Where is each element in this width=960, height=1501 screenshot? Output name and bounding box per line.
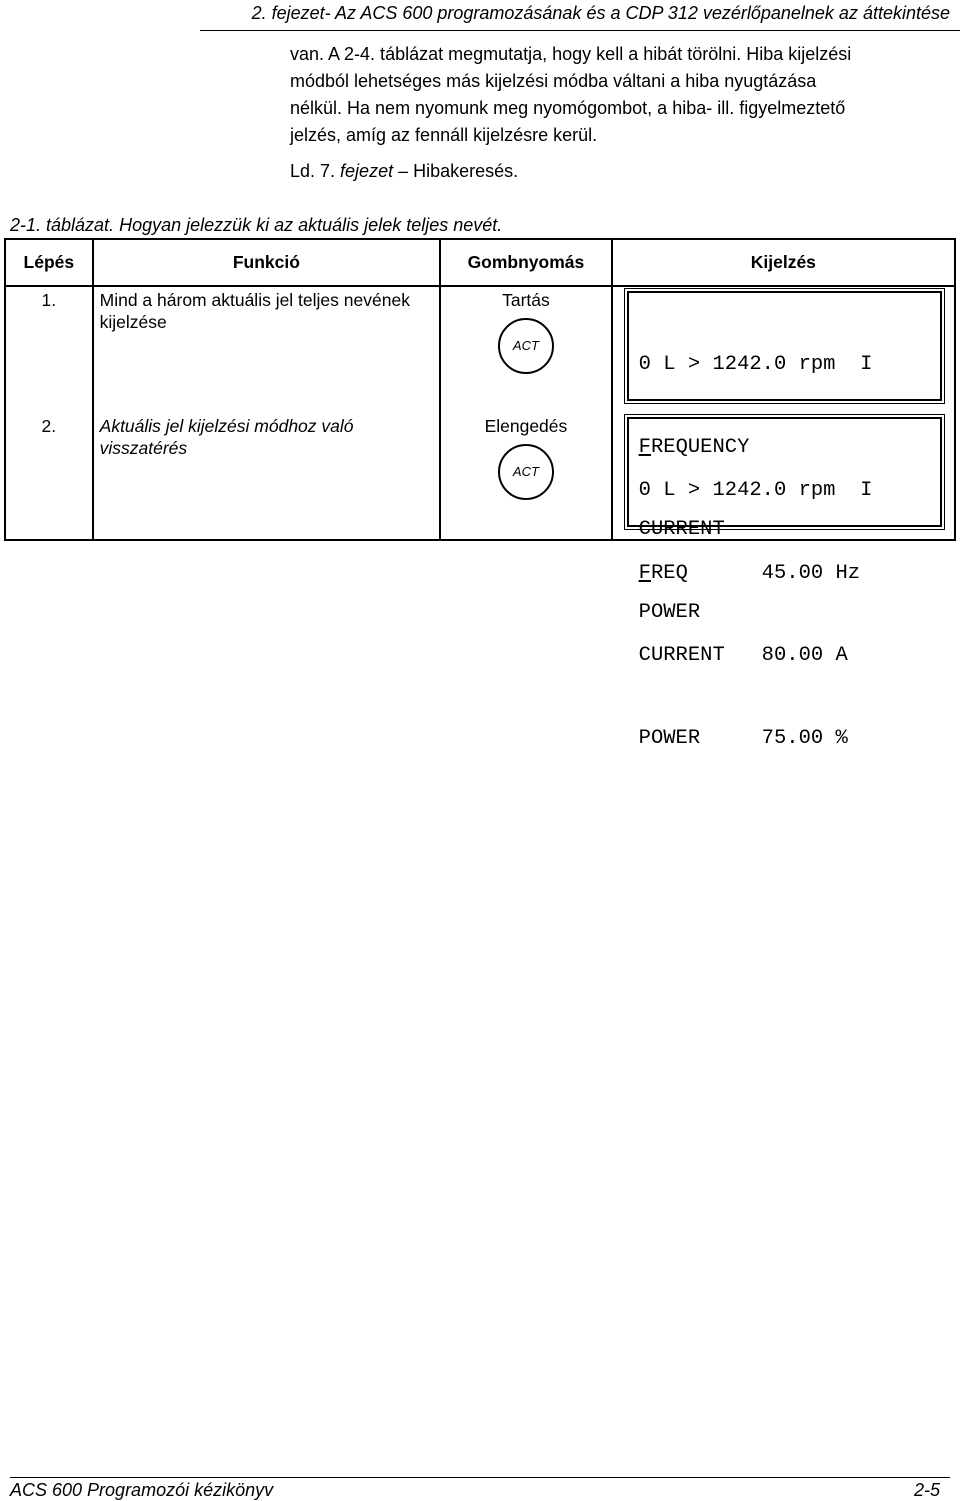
body-line: jelzés, amíg az fennáll kijelzésre kerül. <box>290 125 598 145</box>
table-row <box>5 286 955 413</box>
step-function: Aktuális jel kijelzési módhoz való visszatérés <box>99 416 354 458</box>
footer-rule <box>10 1477 950 1478</box>
lcd-line: POWER 75.00 % <box>638 726 848 750</box>
body-line: módból lehetséges más kijelzési módba váltani a hiba nyugtázása <box>290 71 817 91</box>
lcd-cursor: F <box>638 435 651 459</box>
header-keypress: Gombnyomás <box>440 239 611 286</box>
header-function: Funkció <box>93 239 441 286</box>
step-number: 2. <box>41 416 57 436</box>
act-button-icon: ACT <box>498 444 554 500</box>
crossref-prefix: Ld. 7. <box>290 161 341 181</box>
body-line: nélkül. Ha nem nyomunk meg nyomógombot, a hiba- ill. figyelmeztető <box>290 98 846 118</box>
lcd-line-rest: REQ 45.00 Hz <box>650 561 861 585</box>
keypress-action: Elengedés <box>484 416 568 436</box>
lcd-line: 0 L > 1242.0 rpm I <box>638 353 873 376</box>
act-button-icon: ACT <box>498 318 554 374</box>
body-line: van. A 2-4. táblázat megmutatja, hogy kell a hibát törölni. Hiba kijelzési <box>290 44 852 64</box>
body-text <box>290 41 950 185</box>
page-header: 2. fejezet- Az ACS 600 programozásának és a CDP 312 vezérlőpanelnek az áttekintése <box>251 3 950 23</box>
crossref-chapter: fejezet <box>340 161 394 181</box>
table-caption: 2-1. táblázat. Hogyan jelezzük ki az aktuális jelek teljes nevét. <box>10 215 503 235</box>
lcd-line-rest: REQUENCY <box>650 435 750 459</box>
footer-page-number: 2-5 <box>913 1480 940 1500</box>
header-rule <box>200 30 960 31</box>
table-row <box>5 413 955 540</box>
steps-table <box>4 238 956 750</box>
step-function: Mind a három aktuális jel teljes nevének kijelzése <box>99 290 410 332</box>
step-number: 1. <box>41 290 57 310</box>
lcd-line: POWER <box>638 600 701 624</box>
cross-reference <box>290 158 950 185</box>
lcd-cursor: F <box>638 561 651 585</box>
lcd-line <box>639 560 940 588</box>
crossref-suffix: – Hibakeresés. <box>393 161 519 181</box>
lcd-line: 0 L > 1242.0 rpm I <box>638 479 873 502</box>
header-display: Kijelzés <box>612 239 955 286</box>
header-step: Lépés <box>5 239 93 286</box>
keypress-action: Tartás <box>502 290 550 310</box>
lcd-line: CURRENT 80.00 A <box>638 644 848 667</box>
lcd-line: CURRENT <box>638 518 725 541</box>
footer-manual-title: ACS 600 Programozói kézikönyv <box>10 1480 274 1500</box>
table-header-row <box>5 239 955 286</box>
